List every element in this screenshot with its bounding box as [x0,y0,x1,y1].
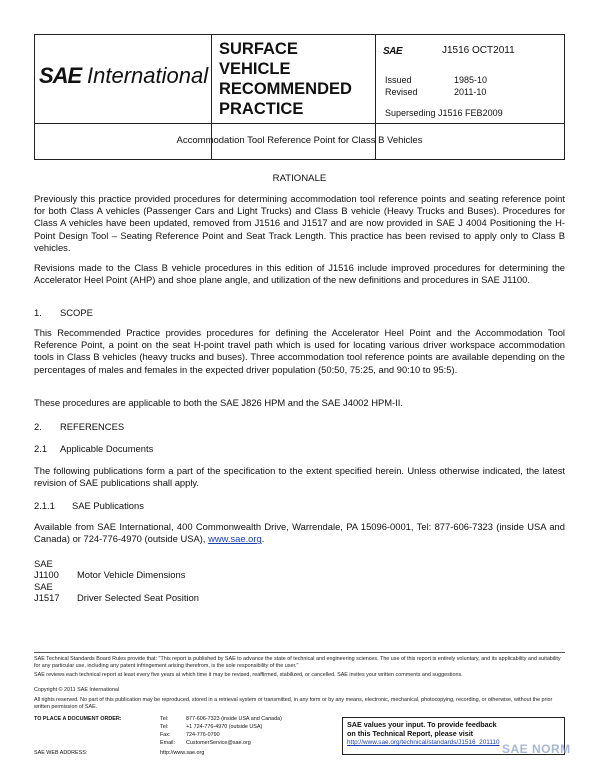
section-title: REFERENCES [60,421,125,432]
section-title: SCOPE [60,307,93,318]
order-label: TO PLACE A DOCUMENT ORDER: [34,716,122,722]
fax-value: 724-776-0790 [186,732,220,738]
available-end: . [261,533,265,545]
subsubsection-number: 2.1.1 [34,500,55,511]
feedback-link[interactable]: http://www.sae.org/technical/standards/J1516_201110 [347,739,500,746]
tel-label: Tel: [160,716,169,722]
header-rule [35,123,564,124]
scope-paragraph-2: These procedures are applicable to both the SAE J826 HPM and the SAE J4002 HPM-II. [34,397,403,408]
available-text: Available from SAE International, 400 Commonwealth Drive, Warrendale, PA 15096-0001, Tel: 877-606-7323 (inside USA and Canada) or 724-776-4970 (outside USA), [34,521,565,545]
email-label: Email: [160,740,175,746]
feedback-line-1: SAE values your input. To provide feedback [347,720,497,729]
applicable-documents-heading [34,443,153,454]
section-number: 2. [34,421,42,432]
scope-paragraph-1: This Recommended Practice provides procedures for defining the Accelerator Heel Point and the Accommodation Tool Reference Point, a point on the seat H-point travel path which is used for locating various driver workspace accommodation tools in Class B vehicles (heavy trucks and buses). Three accommodation tool reference points are available depending on the percentages of males and females in the expected driver population (50:50, 75:25, and 90:10 to 95:5). [34,327,565,375]
rationale-heading: RATIONALE [272,173,327,184]
web-label: SAE WEB ADDRESS: [34,750,88,756]
email-value[interactable]: CustomerService@sae.org [186,740,251,746]
issued-label: Issued [385,75,412,85]
subsubsection-title: SAE Publications [72,500,144,511]
footer-rights-text: All rights reserved. No part of this publication may be reproduced, stored in a retrieval system or transmitted, in any form or by any means, electronic, mechanical, photocopying, recording, or otherwise, without the prior written permission of SAE. [34,697,553,710]
revised-value: 2011-10 [454,87,487,97]
sae-international-logo [39,61,219,95]
reference-title: Motor Vehicle Dimensions [77,569,186,580]
footer-copyright: Copyright © 2011 SAE International [34,687,120,693]
sae-mini-logo: SAE [383,46,403,57]
reference-item [34,558,185,580]
tel-value: 877-606-7323 (inside USA and Canada) [186,716,282,722]
reference-code: SAE J1517 [34,581,60,603]
sae-publications-heading [34,500,144,511]
scope-heading [34,307,93,318]
document-header [34,34,565,160]
footer-rules-text: SAE Technical Standards Board Rules provide that: "This report is published by SAE to advance the state of technical and engineering sciences. The use of this report is entirely voluntary, and its applicability and suitability for any particular use, including any patent infringement arising therefrom, is the sole responsibility of the user." [34,656,561,669]
doc-type-line: SURFACE [219,40,298,58]
fax-label: Fax: [160,732,171,738]
feedback-line-2: on this Technical Report, please visit [347,729,474,738]
footer-rule [34,652,565,653]
sae-website-link[interactable]: www.sae.org [208,533,262,545]
revised-label: Revised [385,87,418,97]
references-paragraph: The following publications form a part of the specification to the extent specified herein. Unless otherwise indicated, the latest revision of SAE publications shall apply. [34,465,565,489]
logo-sae-text: SAE [39,63,82,88]
sae-norm-watermark: SAE NORM [502,742,571,756]
reference-code: SAE J1100 [34,558,59,580]
issued-value: 1985-10 [454,75,488,85]
tel2-label: Tel: [160,724,169,730]
rationale-paragraph-1: Previously this practice provided procedures for determining accommodation tool reference points and seating reference point for both Class A vehicles (Passenger Cars and Light Trucks) and Class B vehicle (Heavy Trucks and Buses). Procedures for Class A vehicles have been updated, removed from J1516 and J1517 and are now provided in SAE J 4004 Positioning the H-Point Design Tool – Seating Reference Point and Seat Track Length. This practice has been revised to apply only to Class B vehicles. [34,193,565,253]
rationale-paragraph-2: Revisions made to the Class B vehicle procedures in this edition of J1516 include improved procedures for determining the Accelerator Heel Point (AHP) and shoe plane angle, and utilization of the new definitions and procedures in SAE J1100. [34,262,565,286]
doc-type-line: PRACTICE [219,100,304,118]
document-number: J1516 OCT2011 [442,45,515,56]
tel2-value: +1 724-776-4970 (outside USA) [186,724,263,730]
subsection-number: 2.1 [34,443,48,454]
logo-international-text: International [87,63,209,88]
reference-item [34,581,199,603]
doc-type-line: VEHICLE [219,60,291,78]
doc-type-line: RECOMMENDED [219,80,352,98]
references-heading [34,421,124,432]
footer-review-text: SAE reviews each technical report at least every five years at which time it may be revised, reaffirmed, stabilized, or cancelled. SAE invites your written comments and suggestions. [34,672,463,678]
reference-title: Driver Selected Seat Position [77,592,199,603]
web-value[interactable]: http://www.sae.org [160,750,205,756]
document-type [219,39,352,119]
section-number: 1. [34,307,42,318]
superseding-text: Superseding J1516 FEB2009 [385,108,503,118]
subsection-title: Applicable Documents [60,443,154,454]
document-title: Accommodation Tool Reference Point for Class B Vehicles [176,135,423,146]
available-from-paragraph [34,521,565,545]
